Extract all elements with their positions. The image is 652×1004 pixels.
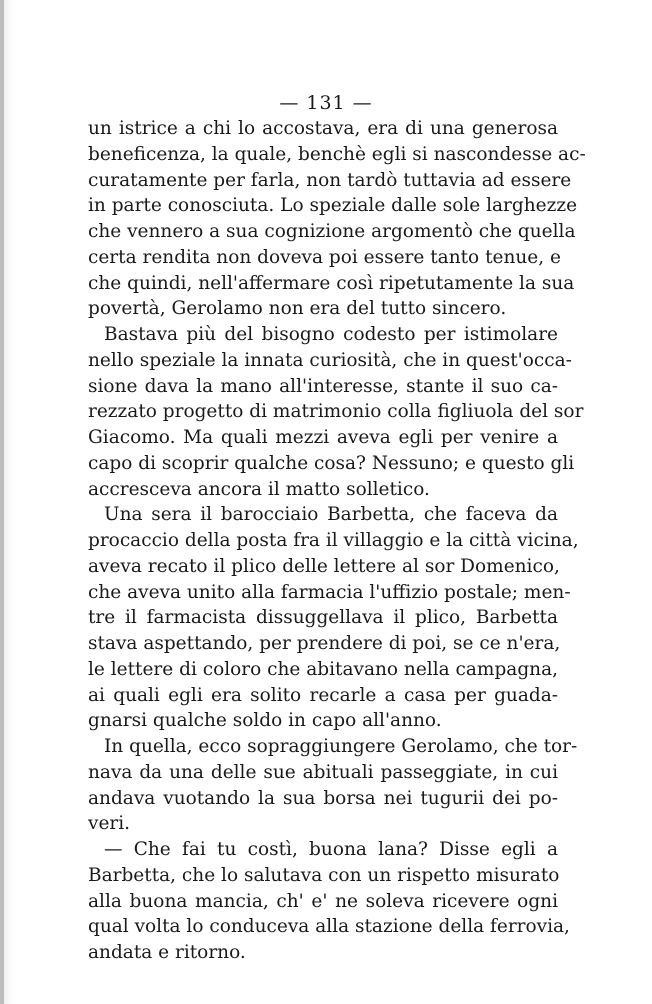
text-line: — Che fai tu costì, buona lana? Disse egli a xyxy=(104,839,558,860)
text-line: andata e ritorno. xyxy=(88,942,246,963)
text-line: aveva recato il plico delle lettere al sor Domenico, xyxy=(88,555,560,577)
text-line: gnarsi qualche soldo in capo all'anno. xyxy=(88,710,442,732)
text-line: andava vuotando la sua borsa nei tugurii dei po- xyxy=(88,787,558,809)
text-line: nello speziale la innata curiosità, che in quest'occa- xyxy=(88,349,572,371)
text-line: che vennero a sua cognizione argomentò che quella xyxy=(88,221,576,242)
text-line: che quindi, nell'affermare così ripetutamente la sua xyxy=(88,272,575,294)
text-line: qual volta lo conduceva alla stazione della ferrovia, xyxy=(88,916,570,938)
text-line: nava da una delle sue abituali passeggiate, in cui xyxy=(88,761,558,783)
text-line: che aveva unito alla farmacia l'uffizio postale; men- xyxy=(88,581,571,603)
text-line: stava aspettando, per prendere di poi, se ce n'era, xyxy=(88,633,561,654)
text-line: capo di scoprir qualche cosa? Nessuno; e questo gli xyxy=(88,452,575,474)
text-line: curatamente per farla, non tardò tuttavia ad essere xyxy=(88,169,572,191)
text-line: rezzato progetto di matrimonio colla figliuola del sor xyxy=(88,401,584,423)
text-line: beneficenza, la quale, benchè egli si nascondesse ac- xyxy=(88,143,586,165)
text-line: tre il farmacista dissuggellava il plico, Barbetta xyxy=(88,607,558,629)
text-line: In quella, ecco sopraggiungere Gerolamo, che tor- xyxy=(104,736,578,757)
text-line: un istrice a chi lo accostava, era di una generosa xyxy=(88,118,558,139)
text-line: ai quali egli era solito recarle a casa per guada- xyxy=(88,684,558,706)
text-line: Bastava più del bisogno codesto per istimolare xyxy=(104,324,558,345)
body-text xyxy=(88,116,586,966)
text-line: sione dava la mano all'interesse, stante il suo ca- xyxy=(88,375,558,397)
page-binding-edge xyxy=(0,0,4,1004)
text-line: in parte conosciuta. Lo speziale dalle sole larghezze xyxy=(88,195,578,217)
text-line: accresceva ancora il matto solletico. xyxy=(88,478,430,500)
text-line: procaccio della posta fra il villaggio e la città vicina, xyxy=(88,530,579,551)
page-number: — 131 — xyxy=(279,92,373,114)
text-line: povertà, Gerolamo non era del tutto sincero. xyxy=(88,298,507,320)
text-line: Barbetta, che lo salutava con un rispetto misurato xyxy=(88,864,560,886)
text-line: Giacomo. Ma quali mezzi aveva egli per venire a xyxy=(88,427,558,448)
text-line: certa rendita non doveva poi essere tanto tenue, e xyxy=(88,246,561,268)
text-line: veri. xyxy=(88,813,131,835)
text-line: alla buona mancia, ch' e' ne soleva ricevere ogni xyxy=(88,890,558,912)
text-line: le lettere di coloro che abitavano nella campagna, xyxy=(88,658,559,680)
text-line: Una sera il barocciaio Barbetta, che faceva da xyxy=(104,504,558,526)
